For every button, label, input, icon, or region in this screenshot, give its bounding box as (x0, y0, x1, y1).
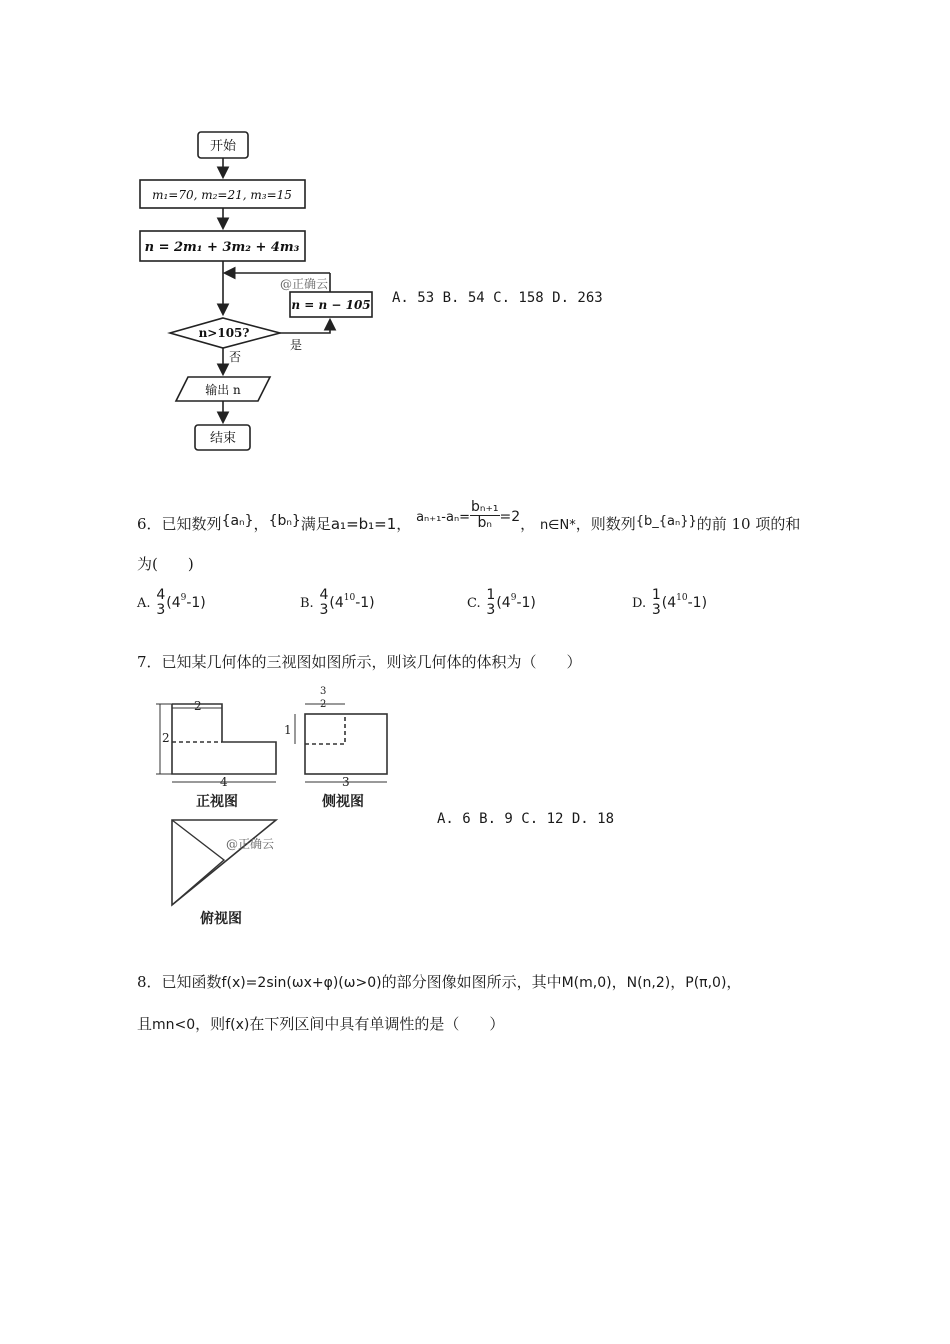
front-view-label: 正视图 (196, 794, 238, 810)
q6-option-a-label: A. (137, 596, 151, 611)
flow-update-label: n = n − 105 (291, 298, 371, 312)
q6-option-b-exp: 10 (343, 593, 356, 603)
q8-line-2-a: 且 (137, 1015, 153, 1033)
q6-option-b-label: B. (300, 596, 314, 611)
q6-option-a-base: (4 (166, 595, 181, 611)
flow-yes-label: 是 (290, 338, 303, 352)
q6-comma: ， (396, 515, 412, 533)
q6-fraction (470, 500, 499, 531)
q6-option-c-tail: -1) (516, 595, 536, 611)
side-view-label: 侧视图 (322, 794, 364, 810)
q6-option-a-tail: -1) (186, 595, 206, 611)
q6-line-2: 为( ) (137, 555, 194, 573)
q8-point-p: P(π,0) (685, 975, 727, 991)
q6-seq-b: {bₙ} (268, 513, 301, 529)
q6-line-1 (137, 500, 800, 534)
q6-option-a-coef: 4 3 (156, 587, 166, 618)
q6-option-d-exp: 10 (676, 593, 688, 603)
flow-start-label: 开始 (209, 139, 237, 154)
q5-options: A. 53 B. 54 C. 158 D. 263 (392, 290, 603, 306)
flow-condition-label: n>105? (198, 326, 250, 340)
q6-option-c (467, 588, 536, 618)
dim-front-bottom: 4 (220, 775, 228, 789)
q6-frac-num: bₙ₊₁ (471, 499, 499, 515)
q6-option-c-coef: 1 3 (486, 587, 496, 618)
q6-cond-3: n∈N* (539, 518, 576, 533)
q6-option-b (300, 588, 375, 618)
q6-stem-4: 的前 10 项的和 (696, 515, 801, 533)
q6-cond-2-left: aₙ₊₁-aₙ= (416, 510, 471, 525)
q6-option-b-base: (4 (329, 595, 344, 611)
side-view-outline (305, 714, 387, 774)
q6-option-b-coef: 4 3 (319, 587, 329, 618)
dim-side-top-den: 2 (320, 699, 327, 710)
q8-line-1: 8．已知函数f(x)=2sin(ωx+φ)(ω>0)的部分图像如图所示，其中M(m,0)，N(n,2)，P(π,0)， (137, 973, 742, 991)
dim-side-bottom: 3 (342, 775, 350, 789)
q7-stem: 7．已知某几何体的三视图如图所示，则该几何体的体积为（ ） (137, 653, 582, 671)
q8-line-1-b: 的部分图像如图所示，其中 (381, 973, 562, 991)
flow-no-label: 否 (229, 350, 242, 364)
q7-options: A. 6 B. 9 C. 12 D. 18 (437, 811, 615, 827)
q6-option-c-label: C. (467, 596, 481, 611)
q6-stem-3: ，则数列 (575, 515, 636, 533)
dim-front-top: 2 (194, 699, 202, 713)
q6-frac-den: bₙ (470, 515, 499, 531)
q6-option-d-coef: 1 3 (651, 587, 661, 618)
q6-cond-1: a₁=b₁=1 (330, 515, 397, 533)
top-view-label: 俯视图 (200, 911, 242, 927)
q6-comma-2: ， (520, 515, 536, 533)
q6-option-b-tail: -1) (355, 595, 375, 611)
three-view-figure (150, 680, 430, 930)
q6-seq-c: {b_{aₙ}} (635, 514, 697, 529)
q6-option-d-base: (4 (661, 595, 677, 611)
flow-init-label: m₁=70, m₂=21, m₃=15 (152, 188, 292, 202)
q6-option-c-base: (4 (496, 595, 511, 611)
q6-option-a-exp: 9 (180, 593, 187, 603)
q8-line-2-b: ，则 (195, 1015, 226, 1033)
q6-cond-2-right: =2 (499, 509, 521, 525)
q6-number: 6． (137, 515, 162, 533)
q8-point-m: M(m,0) (561, 975, 612, 991)
q6-option-d-label: D. (632, 596, 647, 611)
q6-option-d-tail: -1) (687, 595, 708, 611)
q8-cond: mn<0 (152, 1017, 196, 1033)
flow-end-label: 结束 (209, 431, 237, 446)
flow-watermark: @正确云 (280, 277, 329, 291)
q6-option-c-exp: 9 (510, 593, 517, 603)
flowchart (130, 120, 390, 460)
q8-line-1-a: 8．已知函数 (137, 973, 222, 991)
q8-fx: f(x) (225, 1017, 250, 1033)
q6-stem-1: 已知数列 (161, 515, 222, 533)
flow-output-label: 输出 n (205, 383, 241, 397)
q6-option-d (632, 588, 707, 618)
q8-line-2-c: 在下列区间中具有单调性的是（ ） (249, 1015, 505, 1033)
q6-option-a (137, 588, 206, 618)
q6-seq-a: {aₙ} (221, 513, 254, 529)
dim-side-height: 1 (284, 723, 292, 737)
q7-watermark: @正确云 (226, 837, 275, 851)
q6-stem-2: 满足 (300, 515, 331, 533)
q8-point-n: N(n,2) (626, 975, 671, 991)
q6-sep: ， (253, 515, 269, 533)
dim-front-height: 2 (162, 731, 170, 745)
front-view-outline (172, 704, 276, 774)
flow-compute-label: n = 2m₁ + 3m₂ + 4m₃ (144, 240, 300, 255)
dim-side-top-num: 3 (320, 686, 327, 697)
q8-line-2 (137, 1013, 504, 1034)
q8-func: f(x)=2sin(ωx+φ)(ω>0) (221, 975, 382, 991)
